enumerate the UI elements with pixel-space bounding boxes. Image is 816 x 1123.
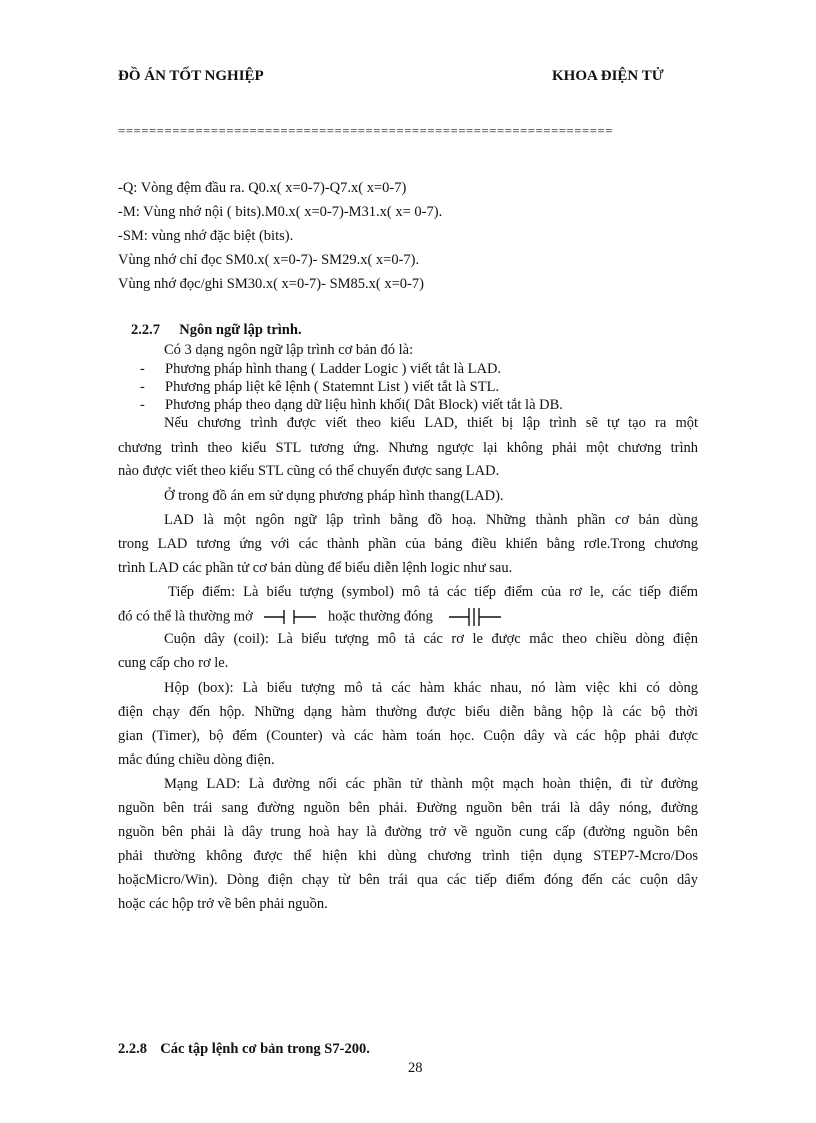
paragraph-line: phải thường không được thể hiện khi dùng chương trình tiện dụng STEP7-Mcro/Dos [118, 848, 698, 864]
bullet-dash: - [140, 397, 145, 413]
paragraph-line: trình LAD các phần tử cơ bản dùng để biểu diễn lệnh logic như sau. [118, 560, 513, 576]
paragraph-line: LAD là một ngôn ngữ lập trình bằng đồ hoạ. Những thành phần cơ bản dùng [164, 512, 698, 528]
list-item-text: Phương pháp liệt kê lệnh ( Statemnt List ) viết tắt là STL. [165, 379, 500, 395]
memory-line: Vùng nhớ chỉ đọc SM0.x( x=0-7)- SM29.x( x=0-7). [118, 252, 420, 268]
paragraph-line: mắc đúng chiều dòng điện. [118, 752, 275, 768]
paragraph-text: hoặc thường đóng [328, 608, 433, 625]
paragraph-line: hoặc các hộp trở về bên phải nguồn. [118, 896, 328, 912]
list-item [140, 379, 499, 396]
paragraph-text: đó có thể là thường mở [118, 608, 253, 625]
section-heading [131, 322, 302, 339]
paragraph-line: gian (Timer), bộ đếm (Counter) và các hàm toán học. Cuộn dây và các hộp phải được [118, 728, 698, 744]
paragraph-line: hoặcMicro/Win). Dòng điện chạy từ bên trái qua các tiếp điểm đóng đến các cuộn dây [118, 872, 698, 888]
memory-line: -Q: Vòng đệm đầu ra. Q0.x( x=0-7)-Q7.x( x=0-7) [118, 180, 407, 196]
paragraph-line: Mạng LAD: Là đường nối các phần tử thành một mạch hoàn thiện, đi từ đường [164, 776, 698, 792]
list-item-text: Phương pháp hình thang ( Ladder Logic ) viết tắt là LAD. [165, 361, 502, 377]
paragraph-line: Nếu chương trình được viết theo kiểu LAD, thiết bị lập trình sẽ tự tạo ra một [164, 415, 698, 431]
section-heading [118, 1041, 370, 1058]
paragraph-line: nào được viết theo kiểu STL cũng có thể chuyển được sang LAD. [118, 463, 500, 479]
paragraph-line: cung cấp cho rơ le. [118, 655, 229, 671]
memory-line: Vùng nhớ đọc/ghi SM30.x( x=0-7)- SM85.x( x=0-7) [118, 276, 424, 292]
paragraph-line [118, 607, 509, 627]
section-title: Ngôn ngữ lập trình. [179, 322, 302, 338]
normally-closed-contact-icon [449, 607, 501, 627]
paragraph-line: trong LAD tương ứng với các thành phần của bảng điều khiển bằng rơle.Trong chương [118, 536, 698, 552]
paragraph-line: Tiếp điểm: Là biểu tượng (symbol) mô tả các tiếp điểm của rơ le, các tiếp điểm [168, 584, 698, 600]
memory-line: -M: Vùng nhớ nội ( bits).M0.x( x=0-7)-M31.x( x= 0-7). [118, 204, 443, 220]
list-item [140, 361, 501, 378]
list-item [140, 397, 563, 414]
paragraph-line: Hộp (box): Là biểu tượng mô tả các hàm khác nhau, nó làm việc khi có dòng [164, 680, 698, 696]
section-number: 2.2.8 [118, 1041, 147, 1057]
memory-line: -SM: vùng nhớ đặc biệt (bits). [118, 228, 294, 244]
bullet-dash: - [140, 379, 145, 395]
normally-open-contact-icon [264, 609, 316, 625]
section-title: Các tập lệnh cơ bản trong S7-200. [160, 1041, 370, 1057]
bullet-dash: - [140, 361, 145, 377]
paragraph-line: Ở trong đồ án em sử dụng phương pháp hình thang(LAD). [164, 488, 504, 504]
page-number: 28 [408, 1060, 423, 1076]
header-right: KHOA ĐIỆN TỬ [552, 68, 664, 84]
paragraph-line: nguồn bên trái sang đường nguồn bên phải. Đường nguồn bên trái là dây nóng, đường [118, 800, 698, 816]
intro-text: Có 3 dạng ngôn ngữ lập trình cơ bản đó là: [164, 342, 414, 358]
paragraph-line: nguồn bên phải là dây trung hoà hay là đường trở về nguồn cung cấp (đường nguồn bên [118, 824, 698, 840]
header-left: ĐỒ ÁN TỐT NGHIỆP [118, 68, 264, 84]
header-rule: ================================================================ [118, 123, 613, 138]
paragraph-line: Cuộn dây (coil): Là biểu tượng mô tả các rơ le được mắc theo chiều dòng điện [164, 631, 698, 647]
paragraph-line: chương trình theo kiểu STL tương ứng. Nhưng ngược lại không phải một chương trình [118, 440, 698, 456]
list-item-text: Phương pháp theo dạng dữ liệu hình khối( Dât Block) viết tắt là DB. [165, 397, 563, 413]
paragraph-line: điện chạy đến hộp. Những dạng hàm thường được biểu diễn bằng hộp là các bộ thời [118, 704, 698, 720]
section-number: 2.2.7 [131, 322, 160, 338]
